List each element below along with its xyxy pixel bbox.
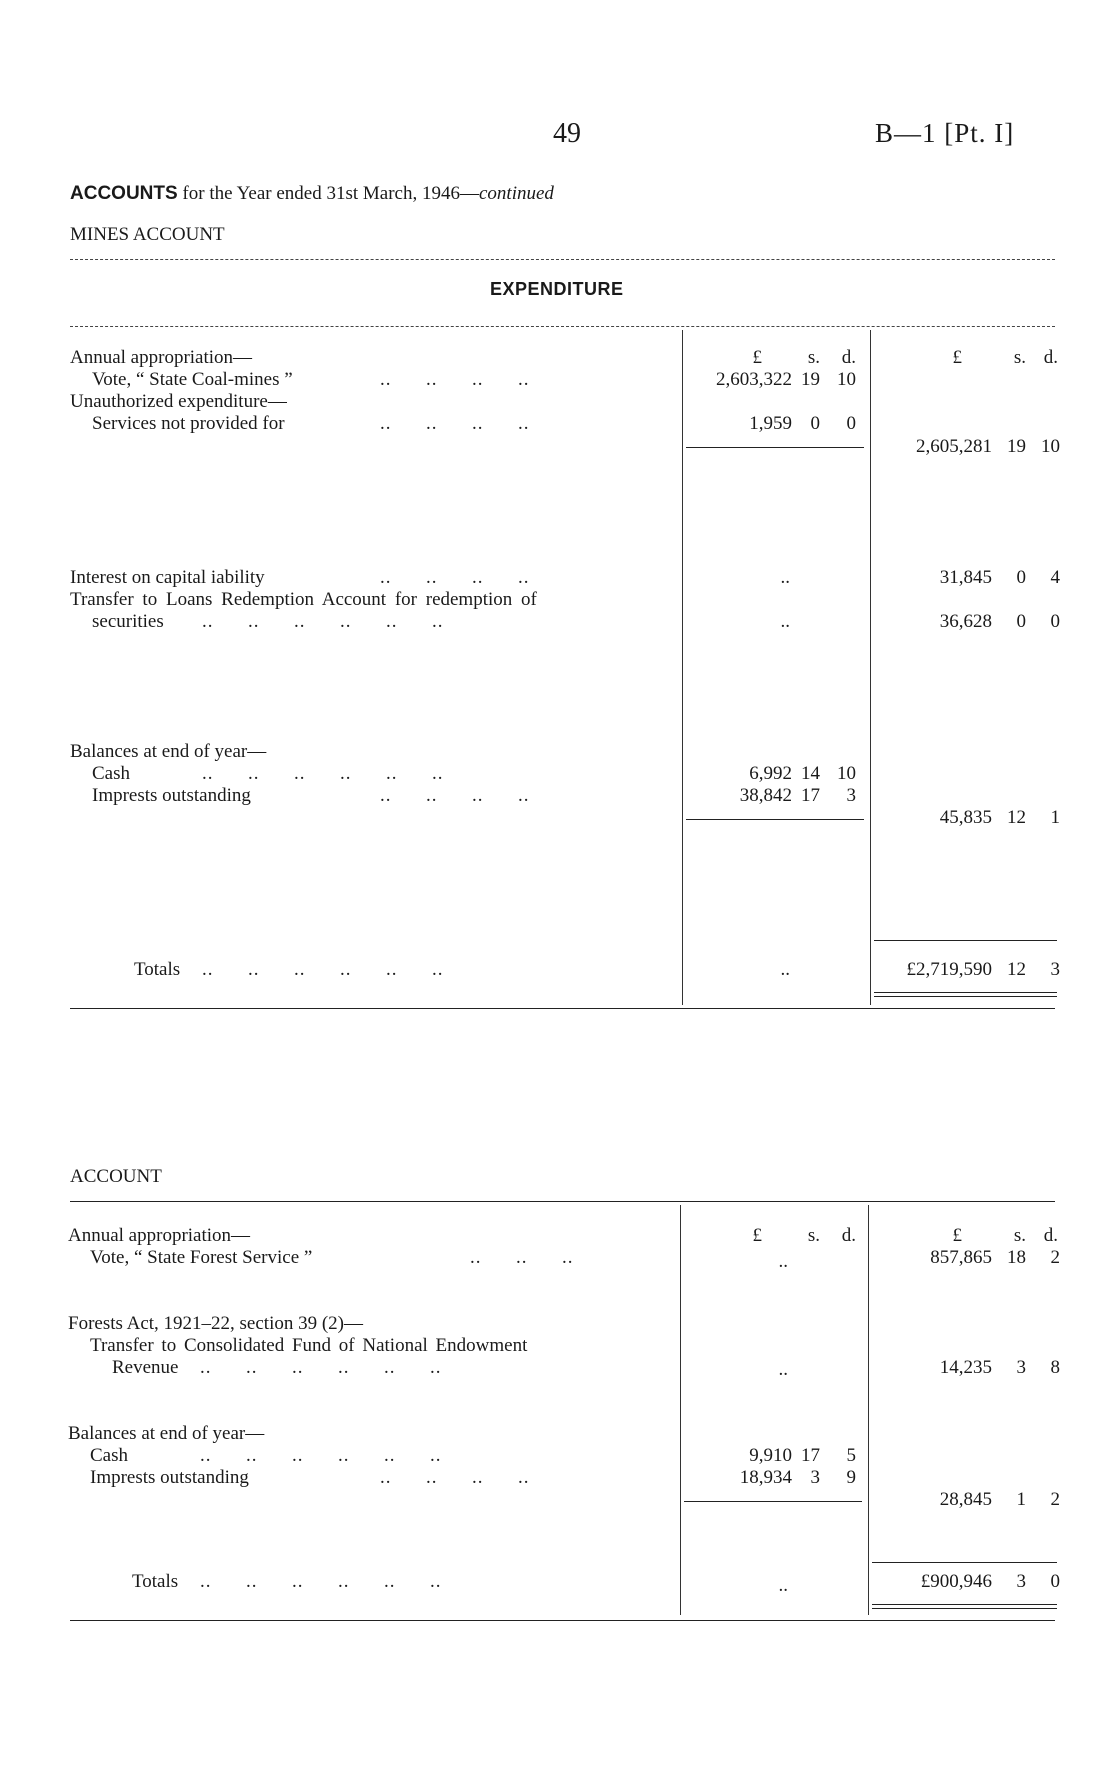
- mines-transfer-d: 0: [1050, 611, 1060, 632]
- forest-balances-s: 1: [1016, 1489, 1026, 1510]
- mines-appropriation-d: 10: [1041, 436, 1060, 457]
- mines-totals-d: 3: [1050, 959, 1060, 980]
- mines-totals-pounds: £2,719,590: [906, 959, 992, 980]
- mines-imprests-s: 17: [801, 785, 820, 806]
- mines-cash-s: 14: [801, 763, 820, 784]
- forest-col1-divider: [680, 1205, 681, 1615]
- forest-cash-d: 5: [846, 1445, 856, 1466]
- forest-imprests-s: 3: [810, 1467, 820, 1488]
- forest-imprests-pounds: 18,934: [739, 1467, 792, 1488]
- mines-col2-s-head: s.: [1013, 347, 1026, 368]
- forest-col1-d-head: d.: [841, 1225, 856, 1246]
- mines-balances-d: 1: [1050, 807, 1060, 828]
- forest-cash-s: 17: [801, 1445, 820, 1466]
- forest-cash-leader: .. .. .. .. .. ..: [200, 1445, 442, 1466]
- mines-transfer-s: 0: [1016, 611, 1026, 632]
- forest-vote-leader: .. .. ..: [470, 1247, 574, 1268]
- forest-col2-double-rule: [872, 1604, 1057, 1609]
- mines-transfer-line-a: Transfer to Loans Redemption Account for redemption of: [70, 589, 537, 610]
- mines-top-rule: [70, 259, 1055, 260]
- mines-heading-rule: [70, 326, 1055, 327]
- forest-balances-d: 2: [1050, 1489, 1060, 1510]
- forest-vote-d: 2: [1050, 1247, 1060, 1268]
- mines-interest-col1: ..: [780, 567, 790, 588]
- forest-imprests-leader: .. .. .. ..: [380, 1467, 530, 1488]
- mines-subtotal-rule-2: [686, 819, 864, 820]
- forest-cash-line: Cash: [90, 1445, 128, 1466]
- title-rest: for the Year ended 31st March, 1946—: [177, 183, 479, 204]
- mines-col2-totals-rule: [874, 940, 1057, 941]
- forest-totals-col1: ..: [778, 1575, 788, 1596]
- mines-totals-label: Totals: [134, 959, 181, 980]
- forest-top-rule: [70, 1201, 1055, 1202]
- mines-annual-appropriation: Annual appropriation—: [70, 347, 253, 368]
- mines-transfer-leader: .. .. .. .. .. ..: [202, 611, 444, 632]
- mines-cash-line: Cash: [92, 763, 130, 784]
- forest-col1-s-head: s.: [807, 1225, 820, 1246]
- page-number: 49: [553, 118, 581, 149]
- mines-imprests-leader: .. .. .. ..: [380, 785, 530, 806]
- mines-services-leader: .. .. .. ..: [380, 413, 530, 434]
- mines-services-line: Services not provided for: [92, 413, 285, 434]
- forest-subtotal-rule: [684, 1501, 862, 1502]
- mines-col1-pound-head: £: [752, 347, 762, 368]
- mines-imprests-line: Imprests outstanding: [92, 785, 251, 806]
- mines-totals-leader: .. .. .. .. .. ..: [202, 959, 444, 980]
- document-title: [70, 183, 554, 205]
- mines-vote-s: 19: [801, 369, 820, 390]
- mines-services-pounds: 1,959: [749, 413, 792, 434]
- mines-bottom-rule: [70, 1008, 1055, 1009]
- mines-imprests-d: 3: [846, 785, 856, 806]
- mines-interest-d: 4: [1050, 567, 1060, 588]
- mines-transfer-pounds: 36,628: [939, 611, 992, 632]
- mines-col2-divider: [870, 330, 871, 1005]
- mines-balances-line: Balances at end of year—: [70, 741, 267, 762]
- mines-balances-pounds: 45,835: [939, 807, 992, 828]
- forest-totals-pounds: £900,946: [920, 1571, 992, 1592]
- mines-col1-d-head: d.: [841, 347, 856, 368]
- forest-annual-appropriation: Annual appropriation—: [68, 1225, 251, 1246]
- forest-balances-line: Balances at end of year—: [68, 1423, 265, 1444]
- mines-interest-leader: .. .. .. ..: [380, 567, 530, 588]
- mines-totals-col1: ..: [780, 959, 790, 980]
- mines-subtotal-rule-1: [686, 447, 864, 448]
- forest-col2-s-head: s.: [1013, 1225, 1026, 1246]
- mines-imprests-pounds: 38,842: [739, 785, 792, 806]
- forest-transfer-d: 8: [1050, 1357, 1060, 1378]
- mines-vote-pounds: 2,603,322: [716, 369, 792, 390]
- forest-bottom-rule: [70, 1620, 1055, 1621]
- page-reference: B—1 [Pt. I]: [875, 118, 1015, 148]
- mines-col2-pound-head: £: [952, 347, 962, 368]
- mines-interest-pounds: 31,845: [939, 567, 992, 588]
- mines-balances-s: 12: [1007, 807, 1026, 828]
- forest-col1-pound-head: £: [752, 1225, 762, 1246]
- forest-vote-pounds: 857,865: [930, 1247, 992, 1268]
- mines-cash-leader: .. .. .. .. .. ..: [202, 763, 444, 784]
- forest-imprests-line: Imprests outstanding: [90, 1467, 249, 1488]
- forest-cash-pounds: 9,910: [749, 1445, 792, 1466]
- mines-cash-d: 10: [837, 763, 856, 784]
- mines-transfer-line-b: securities: [92, 611, 164, 632]
- forest-imprests-d: 9: [846, 1467, 856, 1488]
- forest-totals-d: 0: [1050, 1571, 1060, 1592]
- forest-vote-line: Vote, “ State Forest Service ”: [90, 1247, 313, 1268]
- mines-appropriation-s: 19: [1007, 436, 1026, 457]
- mines-col2-d-head: d.: [1043, 347, 1058, 368]
- forest-vote-col1: ..: [778, 1251, 788, 1272]
- mines-vote-leader: .. .. .. ..: [380, 369, 530, 390]
- forest-transfer-leader: .. .. .. .. .. ..: [200, 1357, 442, 1378]
- mines-appropriation-pounds: 2,605,281: [916, 436, 992, 457]
- forest-account-title: ACCOUNT: [70, 1166, 162, 1187]
- mines-col2-double-rule: [874, 992, 1057, 997]
- forest-transfer-s: 3: [1016, 1357, 1026, 1378]
- mines-services-d: 0: [846, 413, 856, 434]
- forest-transfer-line-b: Revenue: [112, 1357, 179, 1378]
- mines-totals-s: 12: [1007, 959, 1026, 980]
- expenditure-heading: EXPENDITURE: [490, 279, 624, 299]
- mines-col1-s-head: s.: [807, 347, 820, 368]
- forest-totals-leader: .. .. .. .. .. ..: [200, 1571, 442, 1592]
- mines-interest-s: 0: [1016, 567, 1026, 588]
- forest-balances-pounds: 28,845: [939, 1489, 992, 1510]
- forest-col2-totals-rule: [872, 1562, 1057, 1563]
- mines-unauthorized: Unauthorized expenditure—: [70, 391, 287, 412]
- forest-act-line: Forests Act, 1921–22, section 39 (2)—: [68, 1313, 364, 1334]
- forest-transfer-pounds: 14,235: [939, 1357, 992, 1378]
- forest-transfer-line-a: Transfer to Consolidated Fund of National Endowment: [90, 1335, 528, 1356]
- forest-transfer-col1: ..: [778, 1359, 788, 1380]
- forest-totals-s: 3: [1016, 1571, 1026, 1592]
- mines-services-s: 0: [810, 413, 820, 434]
- mines-vote-line: Vote, “ State Coal-mines ”: [92, 369, 293, 390]
- mines-vote-d: 10: [837, 369, 856, 390]
- mines-account-title: MINES ACCOUNT: [70, 224, 225, 245]
- mines-transfer-col1: ..: [780, 611, 790, 632]
- title-italic: continued: [478, 183, 554, 204]
- mines-cash-pounds: 6,992: [749, 763, 792, 784]
- title-bold: ACCOUNTS: [70, 183, 178, 204]
- forest-totals-label: Totals: [132, 1571, 179, 1592]
- forest-vote-s: 18: [1007, 1247, 1026, 1268]
- mines-interest-line: Interest on capital iability: [70, 567, 265, 588]
- forest-col2-d-head: d.: [1043, 1225, 1058, 1246]
- forest-col2-pound-head: £: [952, 1225, 962, 1246]
